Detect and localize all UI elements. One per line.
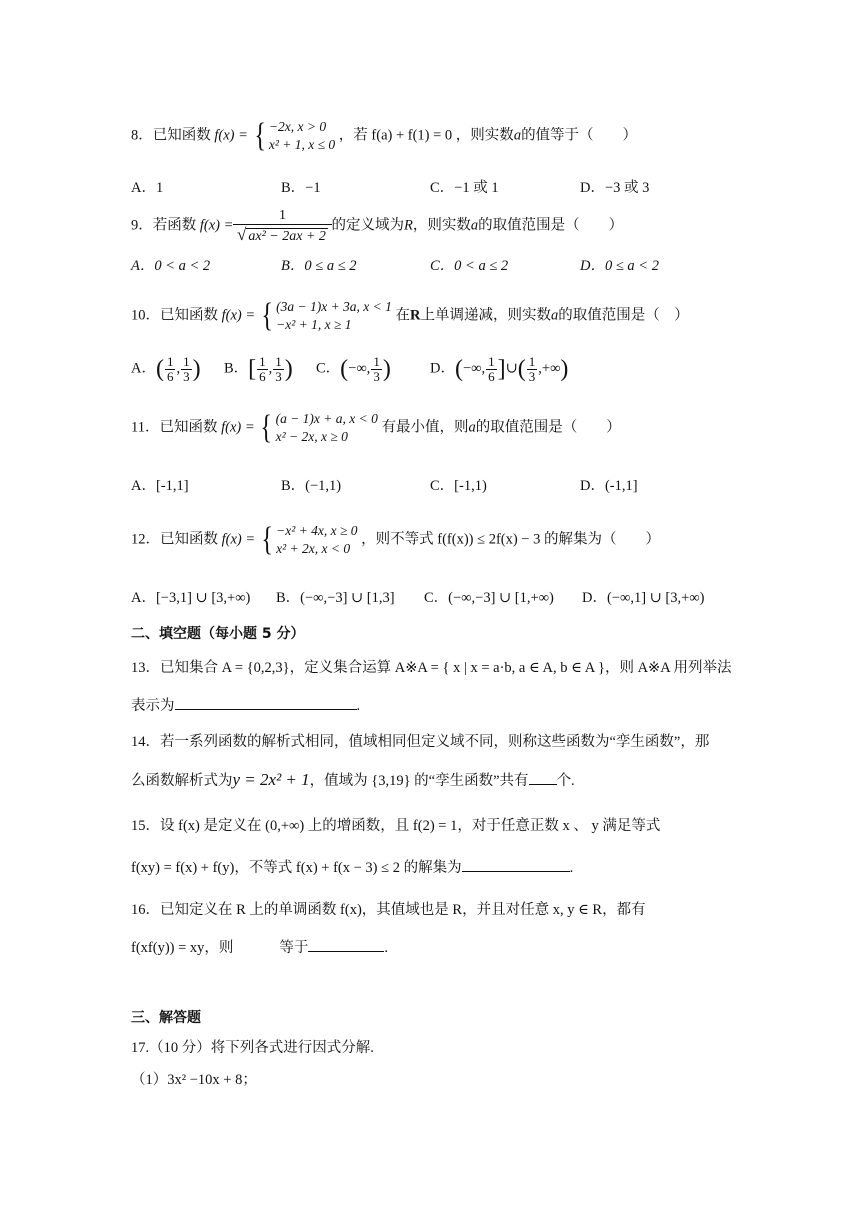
q11-function: f(x) = [221, 419, 255, 436]
q9-number: 9．若函数 [131, 217, 197, 234]
question-10 [131, 298, 689, 334]
q10-c-frac [371, 355, 382, 383]
q11-case-2: x² − 2x, x ≥ 0 [275, 429, 348, 445]
question-13-line-1: 13．已知集合 A = {0,2,3}，定义集合运算 A※A = { x | x = a·b, a ∈ A, b ∈ A }，则 A※A 用列举法 [131, 660, 732, 676]
q10-b-right: ) [284, 356, 293, 383]
question-16-line-2 [131, 940, 388, 957]
q14-expression: y = 2x² + 1 [232, 770, 310, 789]
q10-case-1: (3a − 1)x + 3a, x < 1 [276, 299, 392, 314]
question-17-item-1: （1）3x² −10x + 8； [131, 1072, 257, 1088]
q10-a-d1: 6 [166, 368, 174, 384]
q8-condition: ，若 f(a) + f(1) = 0 ，则实数 [338, 127, 514, 144]
q9-function: f(x) = [199, 217, 234, 234]
q11-option-c: C．[-1,1) [430, 478, 487, 494]
q10-b-left: [ [248, 356, 257, 383]
q11-number: 11．已知函数 [131, 419, 218, 436]
q10-a-frac-2 [181, 355, 192, 383]
section-2-heading: 二、填空题（每小题 5 分） [131, 626, 305, 642]
q10-d-left: ( [454, 356, 463, 383]
brace-icon: { [261, 521, 273, 559]
q8-tail: 的值等于（ ） [521, 127, 638, 144]
q10-d-frac-2 [527, 355, 538, 383]
q10-cases [276, 298, 392, 334]
q15-part-a: f(xy) = f(x) + f(y)，不等式 f(x) + f(x − 3) ≤ 2 的解集为 [131, 860, 462, 876]
q9-sqrt [237, 225, 328, 245]
q16-end: . [384, 940, 389, 956]
q10-a-n1: 1 [166, 354, 174, 369]
question-15-line-2 [131, 860, 573, 877]
q13-answer-blank[interactable] [175, 709, 357, 710]
q11-option-a: A．[-1,1] [131, 478, 189, 494]
q8-option-c: C．−1 或 1 [430, 180, 499, 196]
q8-option-b: B．−1 [281, 180, 321, 196]
q10-tail-1: 上单调递减，则实数 [420, 307, 552, 324]
q10-d-post: ,+∞ [538, 360, 561, 377]
q11-tail-2: 的取值范围是（ ） [475, 419, 621, 436]
question-16-line-1: 16．已知定义在 R 上的单调函数 f(x)，其值域也是 R，并且对任意 x, y ∈ R，都有 [131, 902, 646, 918]
q9-tail-1: 的定义域为 [331, 217, 405, 234]
q9-denominator: ax² − 2ax + 2 [248, 228, 326, 244]
q16-answer-blank[interactable] [308, 951, 384, 952]
question-12 [131, 522, 660, 558]
q8-piecewise [252, 118, 336, 154]
q15-end: . [569, 860, 574, 876]
q13-end: . [356, 698, 361, 714]
q10-d-label: D． [430, 360, 455, 377]
q10-option-b: B．[ $\frac{1}{6}$ , $\frac{1}{3}$ ) [224, 354, 293, 384]
q10-c-pre: −∞, [348, 360, 371, 377]
q8-variable: a [513, 127, 522, 144]
q10-tail-2: 的取值范围是（ ） [558, 307, 689, 324]
q9-R: R [404, 217, 413, 234]
q10-b-n1: 1 [259, 354, 266, 369]
q10-a-label: A． [131, 360, 156, 377]
q10-c-label: C． [316, 360, 341, 377]
q14-part-c: 个. [556, 773, 575, 789]
q12-option-a: A．[−3,1] ∪ [3,+∞) [131, 590, 251, 606]
q8-option-a: A．1 [131, 180, 164, 196]
q9-tail-3: 的取值范围是（ ） [478, 217, 624, 234]
brace-icon: { [260, 409, 273, 447]
q12-number: 12．已知函数 [131, 531, 218, 548]
q9-variable: a [470, 217, 479, 234]
question-14-line-2 [131, 770, 575, 790]
q10-R: R [410, 307, 421, 324]
q10-a-d2: 3 [183, 368, 190, 384]
q10-b-d1: 6 [259, 368, 266, 384]
q10-d-n1: 1 [488, 354, 495, 369]
q12-piecewise [259, 522, 358, 558]
q12-case-1: −x² + 4x, x ≥ 0 [276, 523, 358, 538]
q10-a-n2: 1 [183, 354, 190, 369]
q10-a-right: ) [192, 356, 201, 383]
q10-d-right-2: ) [560, 356, 569, 383]
q10-d-left-2: ( [517, 356, 526, 383]
q12-option-b: B．(−∞,−3] ∪ [1,3] [276, 590, 395, 606]
q12-case-2: x² + 2x, x < 0 [276, 541, 351, 557]
q10-d-frac-1 [486, 355, 497, 383]
q10-a-frac-1 [165, 355, 176, 383]
brace-icon: { [261, 297, 273, 335]
q12-tail: ，则不等式 f(f(x)) ≤ 2f(x) − 3 的解集为（ ） [361, 531, 660, 548]
q10-variable: a [551, 307, 559, 324]
q10-c-right: ) [382, 356, 391, 383]
q11-option-d: D．(-1,1] [580, 478, 638, 494]
q13-label: 表示为 [131, 698, 175, 714]
q9-numerator: 1 [233, 208, 332, 225]
q10-b-label: B． [224, 360, 249, 377]
q10-d-right: ] [497, 356, 506, 383]
sqrt-icon: √ [237, 225, 247, 245]
q10-piecewise [259, 298, 392, 334]
q9-option-d: D．0 ≤ a < 2 [580, 258, 659, 274]
q10-case-2: −x² + 1, x ≥ 1 [276, 317, 352, 333]
question-11 [131, 410, 621, 446]
q10-option-c [316, 355, 391, 383]
q10-c-n: 1 [373, 354, 380, 369]
q10-option-a: A．( $\frac{1}{6}$ , $\frac{1}{3}$ ) [131, 354, 201, 384]
q10-d-union: ∪ [505, 360, 518, 377]
question-8 [131, 118, 637, 154]
q15-answer-blank[interactable] [462, 871, 570, 872]
q11-piecewise [258, 410, 378, 446]
q14-answer-blank[interactable] [529, 784, 557, 785]
q9-option-c: C．0 < a ≤ 2 [430, 258, 509, 274]
q10-b-d2: 3 [275, 368, 282, 384]
q10-d-pre: −∞, [462, 360, 486, 377]
question-13-line-2 [131, 698, 360, 715]
q12-option-d: D．(−∞,1] ∪ [3,+∞) [582, 590, 705, 606]
q11-case-1: (a − 1)x + a, x < 0 [275, 411, 378, 426]
q12-option-c: C．(−∞,−3] ∪ [1,+∞) [424, 590, 554, 606]
q16-part-b: 等于 [279, 940, 309, 956]
q10-number: 10．已知函数 [131, 307, 218, 324]
q10-d-d2: 3 [528, 368, 536, 384]
q8-case-1: −2x, x > 0 [268, 119, 327, 134]
q9-tail-2: ，则实数 [412, 217, 471, 234]
q16-part-a: f(xf(y)) = xy，则 [131, 940, 234, 956]
q10-b-frac-1 [257, 355, 268, 383]
q10-d-d1: 6 [488, 368, 495, 384]
question-9 [131, 208, 623, 245]
question-14-line-1: 14．若一系列函数的解析式相同，值域相同但定义域不同，则称这些函数为“孪生函数”，那 [131, 734, 710, 750]
q9-fraction [237, 208, 328, 245]
q10-d-n2: 1 [528, 354, 536, 369]
q10-b-n2: 1 [275, 354, 282, 369]
q8-option-d: D．−3 或 3 [580, 180, 650, 196]
q8-function: f(x) = [214, 127, 248, 144]
q11-variable: a [468, 419, 476, 436]
q9-option-a: A．0 < a < 2 [131, 258, 211, 274]
q10-mid: 在 [395, 307, 411, 324]
q11-tail-1: 有最小值，则 [381, 419, 469, 436]
q10-c-left: ( [340, 356, 349, 383]
question-15-line-1: 15．设 f(x) 是定义在 (0,+∞) 上的增函数，且 f(2) = 1，对于任意正数 x 、 y 满足等式 [131, 818, 661, 834]
question-17: 17.（10 分）将下列各式进行因式分解. [131, 1040, 374, 1056]
q11-cases [276, 410, 378, 446]
q12-cases [276, 522, 357, 558]
q14-part-a: 么函数解析式为 [131, 773, 233, 789]
q10-b-frac-2 [273, 355, 284, 383]
section-3-heading: 三、解答题 [131, 1010, 201, 1026]
q8-cases [269, 118, 335, 154]
q11-option-b: B．(−1,1) [281, 478, 342, 494]
q10-option-d [430, 355, 568, 383]
brace-icon: { [253, 117, 266, 155]
q9-option-b: B．0 ≤ a ≤ 2 [281, 258, 357, 274]
q12-function: f(x) = [221, 531, 256, 548]
q8-number: 8．已知函数 [131, 127, 211, 144]
q8-case-2: x² + 1, x ≤ 0 [268, 137, 336, 153]
q10-a-left: ( [155, 356, 164, 383]
q14-part-b: ，值域为 {3,19} 的“孪生函数”共有 [309, 773, 529, 789]
q10-c-d: 3 [373, 368, 380, 384]
q10-function: f(x) = [221, 307, 256, 324]
